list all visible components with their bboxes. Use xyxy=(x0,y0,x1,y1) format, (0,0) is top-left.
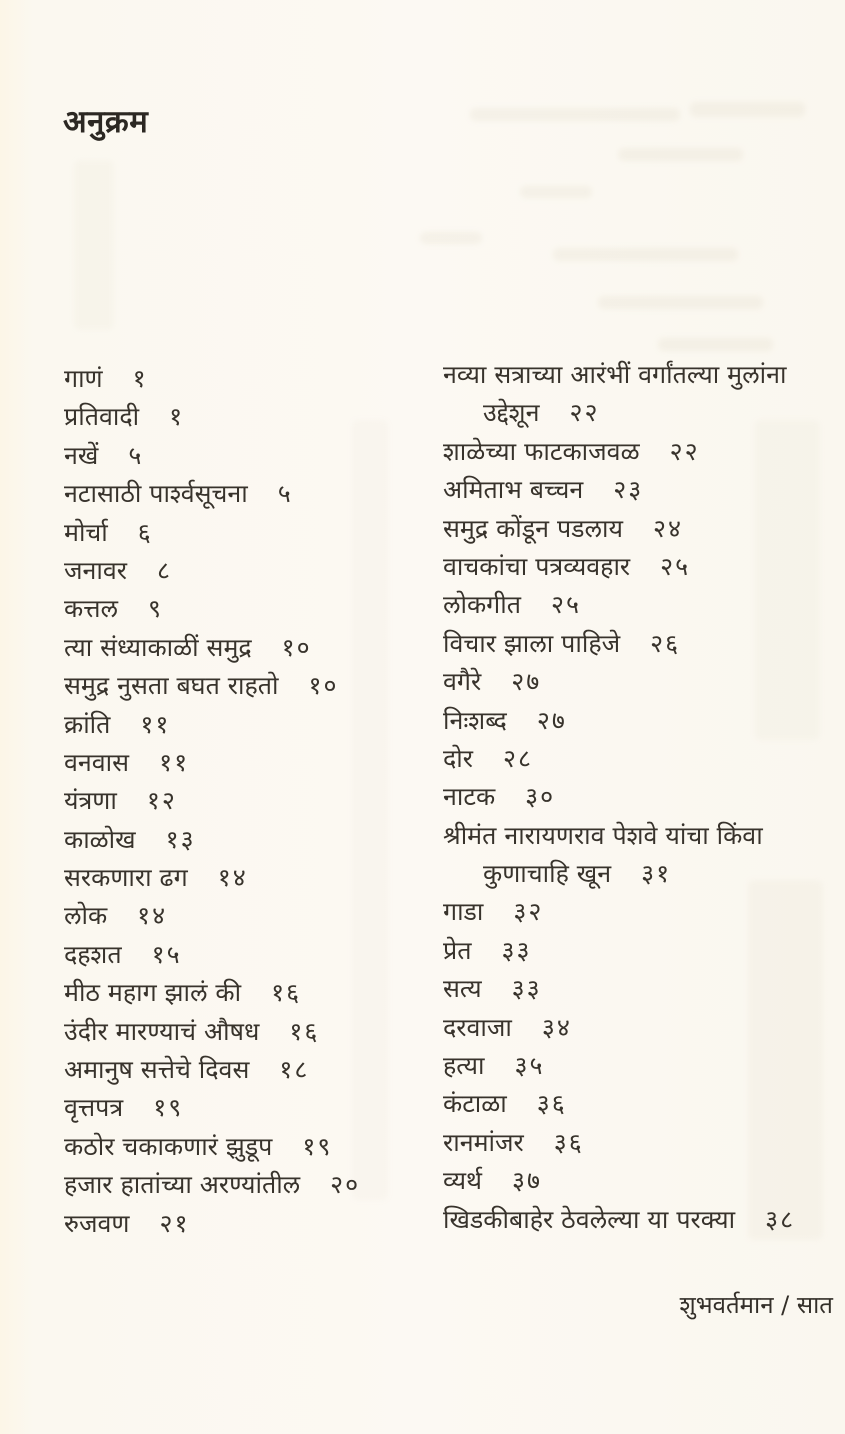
toc-entry-page-number: ५ xyxy=(128,440,144,470)
toc-entry-page-number: १९ xyxy=(153,1093,184,1123)
toc-entry xyxy=(64,1051,436,1089)
toc-entry-title: गाडा xyxy=(443,897,484,927)
toc-entry-page-number: २३ xyxy=(613,475,644,505)
toc-entry-page-number: ९ xyxy=(147,594,163,624)
toc-entry xyxy=(443,1085,841,1123)
toc-entry xyxy=(64,1205,436,1243)
toc-entry xyxy=(443,548,841,586)
toc-entry-page-number: ३१ xyxy=(641,859,672,889)
toc-entry-title: काळोख xyxy=(64,824,136,854)
showthrough-smudge xyxy=(74,160,114,330)
toc-entry-title: हत्या xyxy=(443,1051,485,1081)
toc-entry-page-number: १८ xyxy=(279,1055,310,1085)
toc-entry-page-number: ३८ xyxy=(765,1204,796,1234)
toc-entry xyxy=(64,859,436,897)
toc-left-column xyxy=(64,360,436,1243)
toc-entry-title: नखें xyxy=(64,440,99,470)
toc-entry-title: समुद्र नुसता बघत राहतो xyxy=(64,671,279,701)
toc-entry xyxy=(64,821,436,859)
toc-entry xyxy=(443,1009,841,1047)
toc-entry-page-number: ११ xyxy=(159,747,190,777)
toc-entry-title: दहशत xyxy=(64,939,122,969)
toc-entry-title: अमिताभ बच्चन xyxy=(443,475,584,505)
toc-entry-title: वृत्तपत्र xyxy=(64,1093,124,1123)
toc-entry-page-number: २६ xyxy=(650,628,681,658)
toc-entry-title: नव्या सत्राच्या आरंभीं वर्गांतल्या मुलांना xyxy=(443,360,787,389)
toc-entry-page-number: २० xyxy=(330,1170,361,1200)
toc-entry-title: खिडकीबाहेर ठेवलेल्या या परक्या xyxy=(443,1204,736,1234)
toc-entry xyxy=(443,740,841,778)
toc-entry xyxy=(443,817,841,855)
toc-entry-title: व्यर्थ xyxy=(443,1166,483,1196)
toc-entry-title: गाणं xyxy=(64,364,103,393)
toc-entry-title: त्या संध्याकाळीं समुद्र xyxy=(64,632,252,662)
showthrough-smudge xyxy=(690,102,805,117)
toc-entry xyxy=(64,1089,436,1127)
toc-entry xyxy=(443,970,841,1008)
toc-entry-page-number: १० xyxy=(308,671,339,701)
toc-entry-title: वनवास xyxy=(64,747,130,777)
toc-entry-title: उंदीर मारण्याचं औषध xyxy=(64,1016,260,1046)
toc-entry xyxy=(443,433,841,471)
toc-entry xyxy=(64,1128,436,1166)
toc-entry xyxy=(443,1124,841,1162)
toc-entry xyxy=(443,1201,841,1239)
toc-entry-page-number: १२ xyxy=(146,786,177,816)
toc-entry-title: उद्देशून xyxy=(483,398,540,428)
toc-entry-title: कठोर चकाकणारं झुडूप xyxy=(64,1131,273,1161)
toc-entry-page-number: ३३ xyxy=(501,935,532,965)
toc-entry xyxy=(64,667,436,705)
toc-entry-page-number: ३६ xyxy=(536,1089,567,1119)
toc-entry xyxy=(64,398,436,436)
toc-entry xyxy=(443,625,841,663)
toc-entry-title: मीठ महाग झालं की xyxy=(64,978,242,1008)
showthrough-smudge xyxy=(520,186,592,198)
page-heading: अनुक्रम xyxy=(63,104,149,140)
toc-entry-title: रानमांजर xyxy=(443,1127,524,1157)
toc-entry-title: लोकगीत xyxy=(443,590,521,620)
toc-entry-title: कुणाचाहि खून xyxy=(483,859,612,889)
toc-entry-page-number: १ xyxy=(132,364,148,393)
toc-entry-page-number: १० xyxy=(281,632,312,662)
toc-entry xyxy=(443,663,841,701)
toc-entry-page-number: २४ xyxy=(652,513,683,543)
toc-entry-title: कंटाळा xyxy=(443,1089,507,1119)
toc-right-column xyxy=(443,356,841,1239)
toc-entry-title: लोक xyxy=(64,901,108,931)
showthrough-smudge xyxy=(598,296,763,309)
toc-entry-title: समुद्र कोंडून पडलाय xyxy=(443,513,623,543)
toc-entry xyxy=(64,974,436,1012)
toc-entry-page-number: ५ xyxy=(277,479,293,509)
toc-entry-page-number: ३५ xyxy=(514,1051,545,1081)
toc-entry xyxy=(443,778,841,816)
toc-entry-page-number: २२ xyxy=(569,398,600,428)
toc-entry xyxy=(64,360,436,398)
toc-entry xyxy=(64,1166,436,1204)
toc-entry xyxy=(64,744,436,782)
toc-entry-title: दरवाजा xyxy=(443,1012,512,1042)
toc-entry xyxy=(443,893,841,931)
toc-entry xyxy=(64,552,436,590)
toc-entry-title: दोर xyxy=(443,743,473,773)
toc-entry xyxy=(64,706,436,744)
toc-entry xyxy=(64,782,436,820)
toc-entry xyxy=(443,932,841,970)
toc-entry-title: श्रीमंत नारायणराव पेशवे यांचा किंवा xyxy=(443,820,763,850)
toc-entry-page-number: ३४ xyxy=(541,1012,572,1042)
toc-entry xyxy=(443,1047,841,1085)
page-footer: शुभवर्तमान / सात xyxy=(679,1291,833,1319)
toc-entry xyxy=(443,510,841,548)
toc-entry-title: नटासाठी पार्श्वसूचना xyxy=(64,479,248,509)
toc-entry-title: मोर्चा xyxy=(64,517,108,547)
toc-entry-title: रुजवण xyxy=(64,1208,130,1238)
toc-entry xyxy=(443,586,841,624)
showthrough-smudge xyxy=(420,232,482,244)
toc-entry-page-number: १६ xyxy=(289,1016,320,1046)
toc-entry-page-number: ३६ xyxy=(553,1127,584,1157)
toc-entry-page-number: ३३ xyxy=(511,974,542,1004)
toc-entry-page-number: २५ xyxy=(550,590,581,620)
toc-entry-page-number: १४ xyxy=(217,863,248,893)
toc-entry-title: प्रतिवादी xyxy=(64,402,140,432)
toc-entry-title: जनावर xyxy=(64,555,128,585)
toc-entry-page-number: २२ xyxy=(669,436,700,466)
toc-entry xyxy=(64,590,436,628)
toc-entry-page-number: ११ xyxy=(140,709,171,739)
toc-entry-title: कत्तल xyxy=(64,594,118,624)
toc-entry xyxy=(64,629,436,667)
toc-entry-page-number: १९ xyxy=(302,1131,333,1161)
toc-entry-page-number: १५ xyxy=(151,939,182,969)
showthrough-smudge xyxy=(470,108,680,121)
toc-entry-page-number: ६ xyxy=(137,517,153,547)
toc-entry-page-number: २७ xyxy=(511,667,542,697)
toc-entry xyxy=(443,855,841,893)
toc-entry-title: प्रेत xyxy=(443,935,472,965)
toc-entry-page-number: ३७ xyxy=(512,1166,543,1196)
toc-entry-page-number: १४ xyxy=(137,901,168,931)
toc-entry xyxy=(443,394,841,432)
toc-entry-page-number: ८ xyxy=(157,555,173,585)
toc-entry-title: अमानुष सत्तेचे दिवस xyxy=(64,1055,250,1085)
toc-entry-page-number: ३० xyxy=(525,782,556,812)
toc-entry-page-number: १३ xyxy=(165,824,196,854)
toc-entry-title: हजार हातांच्या अरण्यांतील xyxy=(64,1170,301,1200)
toc-entry xyxy=(64,1013,436,1051)
showthrough-smudge xyxy=(658,338,773,351)
toc-entry xyxy=(443,702,841,740)
toc-entry-page-number: ३२ xyxy=(513,897,544,927)
showthrough-smudge xyxy=(553,248,738,261)
toc-entry xyxy=(443,356,841,394)
toc-entry-title: विचार झाला पाहिजे xyxy=(443,628,621,658)
toc-entry-page-number: २५ xyxy=(660,551,691,581)
toc-entry-page-number: १ xyxy=(169,402,185,432)
toc-entry-page-number: २७ xyxy=(536,705,567,735)
toc-entry xyxy=(64,475,436,513)
toc-entry-title: सरकणारा ढग xyxy=(64,863,188,893)
toc-entry xyxy=(443,1162,841,1200)
toc-entry-page-number: २१ xyxy=(159,1208,190,1238)
toc-entry-title: वाचकांचा पत्रव्यवहार xyxy=(443,551,631,581)
toc-entry-title: यंत्रणा xyxy=(64,786,117,816)
toc-entry-page-number: २८ xyxy=(502,743,533,773)
toc-entry-title: नाटक xyxy=(443,782,496,812)
toc-entry-title: क्रांति xyxy=(64,709,111,739)
toc-entry-page-number: १६ xyxy=(271,978,302,1008)
toc-entry-title: शाळेच्या फाटकाजवळ xyxy=(443,436,640,466)
toc-entry-title: वगैरे xyxy=(443,667,482,697)
toc-entry xyxy=(64,936,436,974)
toc-entry xyxy=(64,897,436,935)
showthrough-smudge xyxy=(618,148,743,161)
toc-entry-title: सत्य xyxy=(443,974,482,1004)
toc-entry xyxy=(64,514,436,552)
toc-entry xyxy=(443,471,841,509)
toc-entry-title: निःशब्द xyxy=(443,705,507,735)
toc-entry xyxy=(64,437,436,475)
